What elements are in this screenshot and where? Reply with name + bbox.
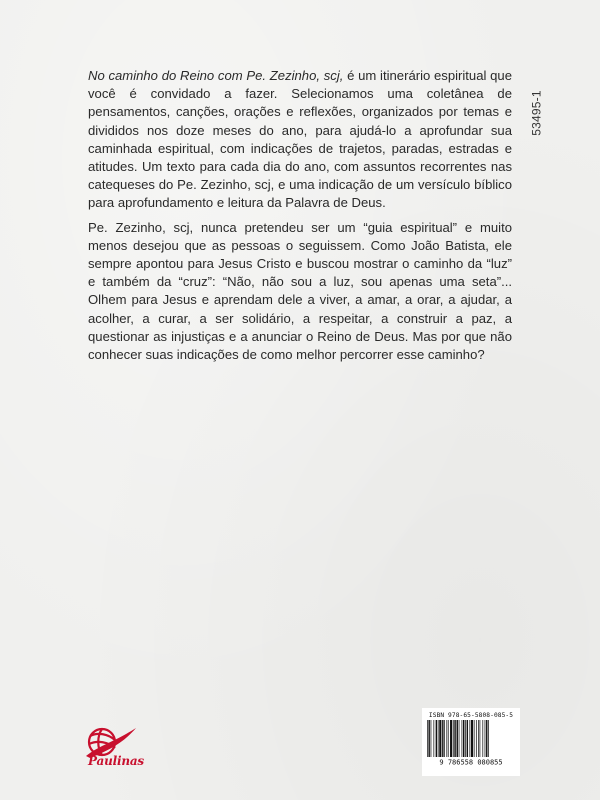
book-title-italic: No caminho do Reino com Pe. Zezinho, scj,: [88, 68, 344, 83]
barcode-bars-icon: [426, 720, 516, 766]
synopsis-paragraph-1: [88, 67, 512, 213]
catalog-code: [528, 78, 546, 148]
synopsis-paragraph-2: [88, 219, 512, 365]
barcode-bar: [467, 720, 468, 757]
barcode-bar: [438, 720, 439, 757]
barcode-bar: [450, 720, 452, 757]
barcode-bar: [463, 720, 464, 757]
barcode-bar: [482, 720, 483, 757]
barcode-bar: [469, 720, 470, 757]
barcode-bar: [431, 720, 432, 757]
synopsis: [88, 67, 512, 370]
barcode-bar: [476, 720, 477, 757]
barcode-bar: [448, 720, 449, 757]
barcode-bar: [457, 720, 458, 757]
paragraph-1-text: é um itinerário espiritual que você é convidado a fazer. Selecionamos uma coletânea de pensamentos, canções, orações e reflexões, organizados por temas e divididos nos doze meses do ano, para ajudá-lo a aprofundar sua caminhada espiritual, com indicações de trajetos, paradas, estradas e atitudes. Um texto para cada dia do ano, com assuntos recorrentes nas catequeses do Pe. Zezinho, scj, e uma indicação de um versículo bíblico para aprofundamento e leitura da Palavra de Deus.: [88, 68, 512, 211]
barcode-bar: [454, 720, 455, 757]
paragraph-2-text: Pe. Zezinho, scj, nunca pretendeu ser um “guia espiritual” e muito menos desejou que as pessoas o seguissem. Como João Batista, ele sempre apontou para Jesus Cristo e buscou mostrar o caminho da “luz” e também da “cruz”: “Não, não sou a luz, sou apenas uma seta”... Olhem para Jesus e aprendam dele a viver, a amar, a orar, a ajudar, a acolher, a curar, a ser solidário, a respeitar, a construir a paz, a questionar as injustiças e a anunciar o Reino de Deus. Mas por que não conhecer suas indicações de como melhor percorrer esse caminho?: [88, 219, 512, 363]
barcode-bar: [485, 720, 486, 757]
barcode-bar: [478, 720, 479, 757]
barcode-bar: [427, 720, 428, 757]
barcode-bar: [439, 720, 441, 757]
barcode-bar: [474, 720, 475, 757]
catalog-code-text: 53495-1: [530, 90, 545, 136]
barcode-bar: [488, 720, 489, 757]
barcode-bar: [433, 720, 434, 757]
barcode-bar: [442, 720, 443, 757]
isbn-label: ISBN 978-65-5808-085-5: [428, 712, 514, 719]
barcode-bar: [486, 720, 487, 757]
barcode-bar: [428, 720, 429, 757]
barcode-bar: [436, 720, 437, 757]
barcode-bar: [453, 720, 454, 757]
barcode-bar: [465, 720, 466, 757]
barcode-bar: [446, 720, 447, 757]
barcode-bar: [462, 720, 463, 757]
publisher-name: Paulinas: [88, 754, 144, 768]
barcode-bar: [459, 720, 460, 757]
barcode: [422, 708, 520, 776]
barcode-bar: [480, 720, 481, 757]
barcode-digits: 9 786558 080855: [439, 758, 503, 766]
barcode-bar: [444, 720, 445, 757]
barcode-bar: [471, 720, 473, 757]
